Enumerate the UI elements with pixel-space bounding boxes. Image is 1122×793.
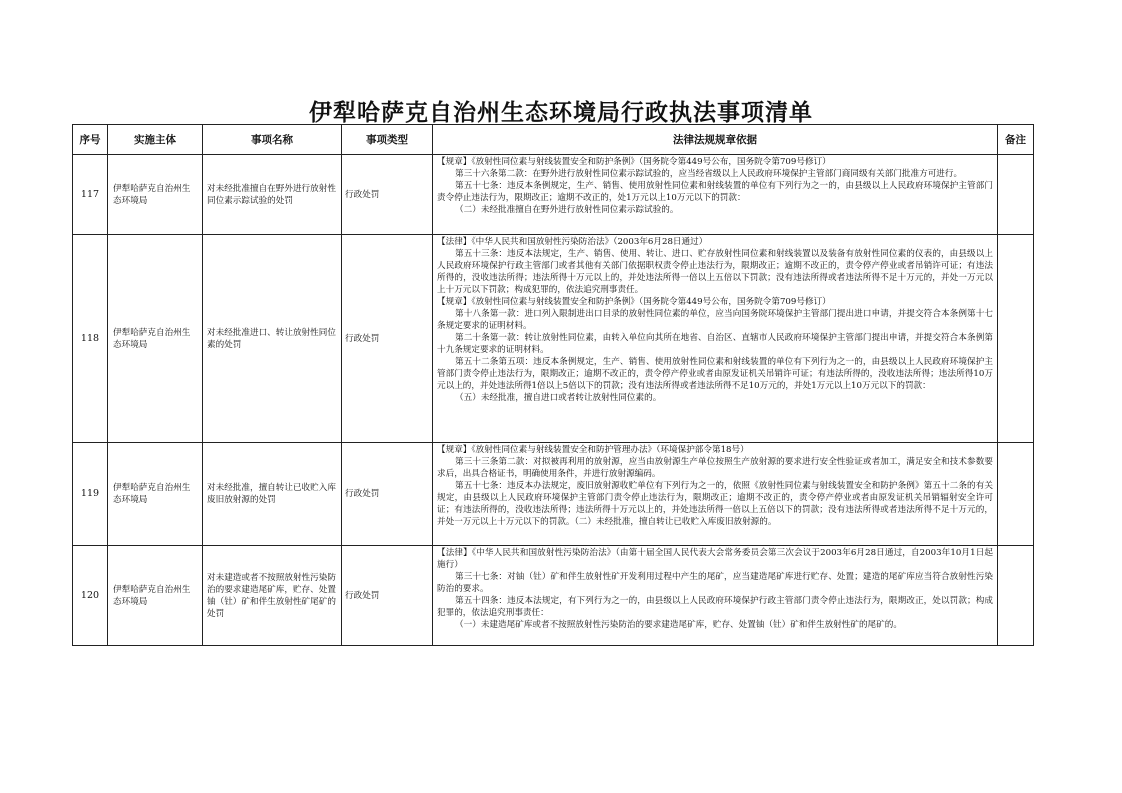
- row-law: [433, 443, 998, 546]
- law-line: （一）未建造尾矿库或者不按照放射性污染防治的要求建造尾矿库，贮存、处置铀（钍）矿和伴生放射性矿的尾矿的。: [455, 620, 902, 630]
- row-type: 行政处罚: [342, 235, 433, 443]
- row-name: 对未建造或者不按照放射性污染防治的要求建造尾矿库，贮存、处置铀（钍）矿和伴生放射性矿尾矿的处罚: [203, 546, 342, 646]
- row-law: [433, 235, 998, 443]
- row-note: [998, 235, 1034, 443]
- row-name: 对未经批准进口、转让放射性同位素的处罚: [203, 235, 342, 443]
- row-seq: 118: [73, 235, 108, 443]
- row-law: [433, 155, 998, 235]
- law-line: 第五十二条第五项：违反本条例规定，生产、销售、使用放射性同位素和射线装置的单位有下列行为之一的，由县级以上人民政府环境保护主管部门责令停止违法行为，限期改正；逾期不改正的，责令停产停业或者由原发证机关吊销许可证；有违法所得的，没收违法所得；违法所得10万元以上的，并处违法所得1倍以上5倍以下的罚款；没有违法所得或者违法所得不足10万元的，并处1万元以上10万元以下的罚款：: [437, 357, 993, 391]
- table-row: [73, 443, 1034, 546]
- table-row: [73, 546, 1034, 646]
- table-header-row: [73, 125, 1034, 155]
- row-type: 行政处罚: [342, 546, 433, 646]
- header-law: 法律法规规章依据: [433, 125, 998, 155]
- table-row: [73, 155, 1034, 235]
- law-line: 【规章】《放射性同位素与射线装置安全和防护条例》（国务院令第449号公布，国务院令第709号修订）: [437, 297, 831, 307]
- row-seq: 119: [73, 443, 108, 546]
- row-note: [998, 546, 1034, 646]
- row-name: 对未经批准擅自在野外进行放射性同位素示踪试验的处罚: [203, 155, 342, 235]
- header-type: 事项类型: [342, 125, 433, 155]
- law-line: （二）未经批准擅自在野外进行放射性同位素示踪试验的。: [455, 205, 679, 215]
- law-line: 第五十七条：违反本办法规定，废旧放射源收贮单位有下列行为之一的，依照《放射性同位素与射线装置安全和防护条例》第五十二条的有关规定，由县级以上人民政府环境保护主管部门责令停止违法行为，限期改正；逾期不改正的，责令停产停业或者由原发证机关吊销辐射安全许可证；有违法所得的，没收违法所得；违法所得十万元以上的，并处违法所得一倍以上五倍以下的罚款；没有违法所得或者违法所得不足十万元的，并处一万元以上十万元以下的罚款。（二）未经批准，擅自转让已收贮入库废旧放射源的。: [437, 481, 993, 527]
- law-line: 第三十三条第二款：对拟被再利用的放射源，应当由放射源生产单位按照生产放射源的要求进行安全性验证或者加工，满足安全和技术参数要求后，出具合格证书，明确使用条件，并进行放射源编码。: [437, 457, 993, 479]
- row-seq: 117: [73, 155, 108, 235]
- table-row: [73, 235, 1034, 443]
- row-type: 行政处罚: [342, 443, 433, 546]
- row-law: [433, 546, 998, 646]
- law-line: 【规章】《放射性同位素与射线装置安全和防护条例》（国务院令第449号公布，国务院令第709号修订）: [437, 157, 831, 167]
- law-line: 第二十条第一款：转让放射性同位素，由转入单位向其所在地省、自治区、直辖市人民政府环境保护主管部门提出申请，并提交符合本条例第十九条规定要求的证明材料。: [437, 333, 993, 355]
- row-seq: 120: [73, 546, 108, 646]
- header-name: 事项名称: [203, 125, 342, 155]
- row-body: 伊犁哈萨克自治州生态环境局: [108, 235, 203, 443]
- header-seq: 序号: [73, 125, 108, 155]
- law-line: 第三十六条第二款：在野外进行放射性同位素示踪试验的，应当经省级以上人民政府环境保护主管部门商同级有关部门批准方可进行。: [455, 169, 963, 179]
- row-name: 对未经批准，擅自转让已收贮入库废旧放射源的处罚: [203, 443, 342, 546]
- law-line: 【法律】《中华人民共和国放射性污染防治法》（2003年6月28日通过）: [437, 237, 708, 247]
- row-body: 伊犁哈萨克自治州生态环境局: [108, 155, 203, 235]
- row-note: [998, 443, 1034, 546]
- law-line: 【法律】《中华人民共和国放射性污染防治法》（由第十届全国人民代表大会常务委员会第三次会议于2003年6月28日通过，自2003年10月1日起施行）: [437, 548, 993, 570]
- header-note: 备注: [998, 125, 1034, 155]
- enforcement-table: [72, 124, 1034, 646]
- law-line: 第三十七条：对铀（钍）矿和伴生放射性矿开发利用过程中产生的尾矿，应当建造尾矿库进行贮存、处置；建造的尾矿库应当符合放射性污染防治的要求。: [437, 572, 993, 594]
- header-body: 实施主体: [108, 125, 203, 155]
- row-type: 行政处罚: [342, 155, 433, 235]
- law-line: 【规章】《放射性同位素与射线装置安全和防护管理办法》（环境保护部令第18号）: [437, 445, 749, 455]
- row-note: [998, 155, 1034, 235]
- row-body: 伊犁哈萨克自治州生态环境局: [108, 443, 203, 546]
- law-line: （五）未经批准，擅自进口或者转让放射性同位素的。: [455, 393, 662, 403]
- page-title: 伊犁哈萨克自治州生态环境局行政执法事项清单: [309, 99, 813, 126]
- law-line: 第五十三条：违反本法规定，生产、销售、使用、转让、进口、贮存放射性同位素和射线装置以及装备有放射性同位素的仪表的，由县级以上人民政府环境保护行政主管部门或者其他有关部门依据职权责令停止违法行为，限期改正；逾期不改正的，责令停产停业或者吊销许可证；有违法所得的，没收违法所得；违法所得十万元以上的，并处违法所得一倍以上五倍以下罚款；没有违法所得或者违法所得不足十万元的，并处一万元以上十万元以下罚款；构成犯罪的，依法追究刑事责任。: [437, 249, 993, 295]
- law-line: 第五十七条：违反本条例规定，生产、销售、使用放射性同位素和射线装置的单位有下列行为之一的，由县级以上人民政府环境保护主管部门责令停止违法行为，限期改正；逾期不改正的，处1万元以上10万元以下的罚款：: [437, 181, 993, 203]
- law-line: 第十八条第一款：进口列入限制进出口目录的放射性同位素的单位，应当向国务院环境保护主管部门提出进口申请，并提交符合本条例第十七条规定要求的证明材料。: [437, 309, 993, 331]
- law-line: 第五十四条：违反本法规定，有下列行为之一的，由县级以上人民政府环境保护行政主管部门责令停止违法行为，限期改正，处以罚款；构成犯罪的，依法追究刑事责任：: [437, 596, 993, 618]
- row-body: 伊犁哈萨克自治州生态环境局: [108, 546, 203, 646]
